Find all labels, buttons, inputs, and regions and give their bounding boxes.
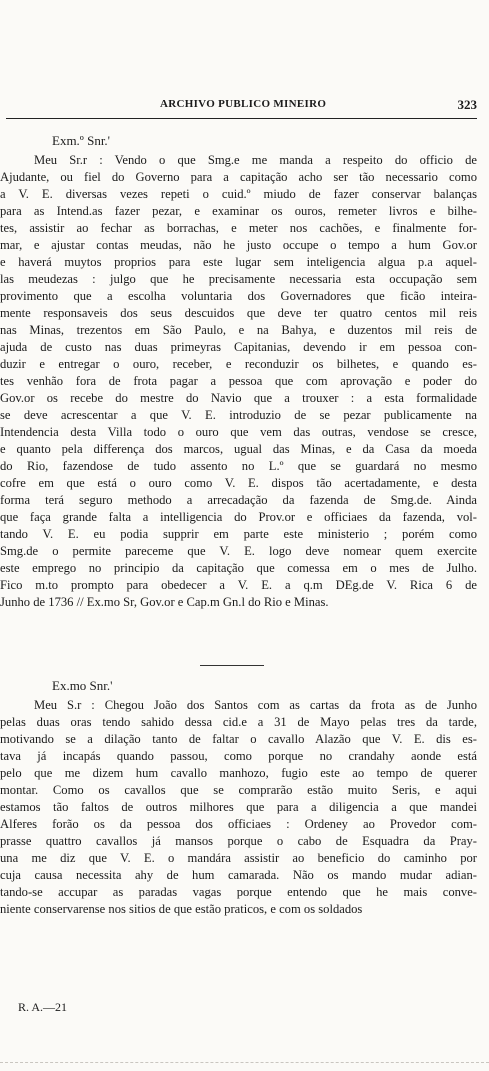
text-line: pelo que me dizem hum cavallo manhozo, fugio este ao tempo de querer — [0, 766, 477, 780]
text-line: duzir e entregar o ouro, receber, e reconduzir os bilhetes, e quando es- — [0, 357, 477, 371]
text-line: mar, e ajustar contas meudas, não he justo occupe o tempo a hum Gov.or — [0, 238, 477, 252]
text-line: tes, assistir ao fechar as borrachas, e meter nos cachões, e finalmente for- — [0, 221, 477, 235]
text-line: e quanto pela differença dos marcos, ugual das Minas, e da Casa da moeda — [0, 442, 477, 456]
signature-mark: R. A.—21 — [18, 1000, 68, 1014]
text-line: tando V. E. eu podia supprir em parte este ministerio ; porém como — [0, 527, 477, 541]
text-line: provimento que a escolha voluntaria dos Governadores que ficão inteira- — [0, 289, 477, 303]
text-line: tava já incapás quando passou, como porque no crandahy aonde está — [0, 749, 477, 763]
text-line: niente conservarense nos sitios de que estão praticos, e com os soldados — [0, 902, 363, 916]
page-number: 323 — [457, 97, 477, 112]
text-line: motivando se a dilação tanto de faltar o cavallo Alazão que V. E. dis es- — [0, 732, 477, 746]
text-line: que faça grande falta a intelligencia do Prov.or e officiaes da fazenda, vol- — [0, 510, 477, 524]
text-line: mente responsaveis dos seus descuidos que deve ter quatro centos mil reis — [0, 306, 477, 320]
text-line: Intendencia desta Villa todo o ouro que vem das outras, vendose se cresce, — [0, 425, 477, 439]
text-line: las meudezas : julgo que he precisamente necessaria esta occupação sem — [0, 272, 477, 286]
text-line: cofre em que está o ouro como V. E. dispos tão acertadamente, e desta — [0, 476, 477, 490]
text-line: nas Minas, trezentos em São Paulo, e na Bahya, e duzentos mil reis de — [0, 323, 477, 337]
text-line: do Rio, fazendose de tudo assento no L.º que se guardará no mesmo — [0, 459, 477, 473]
letter-separator — [200, 665, 264, 666]
text-line: e haverá muytos proprios para este lugar sem inteligencia algua p.a aquel- — [0, 255, 477, 269]
text-line: Meu Sr.r : Vendo o que Smg.e me manda a respeito do officio de — [34, 153, 477, 167]
text-line: ajuda de custo nas duas primeyras Capitanias, devendo ir em pessoa con- — [0, 340, 477, 354]
text-line: tando-se accupar as paradas vagas porque entendo que he mais conve- — [0, 885, 477, 899]
letter1-salutation: Exm.º Snr.' — [52, 133, 111, 148]
text-line: estamos tão faltos de outros milhores que para a diligencia a que mandei — [0, 800, 477, 814]
header-rule — [6, 118, 477, 119]
text-line: montar. Como os cavallos que se comprarão estão muito Seris, e aqui — [0, 783, 477, 797]
running-header — [0, 98, 489, 114]
text-line: este emprego no principio da capitação que comessa em o mes de Julho. — [0, 561, 477, 575]
text-line: Ajudante, ou fiel do Governo para a capitação acho ser tão necessario como — [0, 170, 477, 184]
text-line: una me diz que V. E. o mandára assistir ao beneficio do caminho por — [0, 851, 477, 865]
text-line: se deve acrescentar a que V. E. introduzio de se pezar publicamente na — [0, 408, 477, 422]
text-line: Gov.or os recebe do mestre do Navio que a trouxer : a esta formalidade — [0, 391, 477, 405]
text-line: para as Intend.as fazer pezar, e examinar os ouros, remeter livros e bilhe- — [0, 204, 477, 218]
text-line: Smg.de o permite pareceme que V. E. logo deve nomear quem exercite — [0, 544, 477, 558]
text-line: prasse quattro cavallos já mansos porque o cabo de Esquadra da Pray- — [0, 834, 477, 848]
text-line: forma terá seguro methodo a arrecadação da fazenda de Smg.de. Ainda — [0, 493, 477, 507]
text-line: tes venhão fora de frota pagar a pessoa que com aprovação e poder do — [0, 374, 477, 388]
text-line: Junho de 1736 // Ex.mo Sr, Gov.or e Cap.m Gn.l do Rio e Minas. — [0, 595, 329, 609]
header-title: ARCHIVO PUBLICO MINEIRO — [160, 98, 327, 110]
text-line: a V. E. diversas vezes repeti o cuid.º miudo de fazer conservar balanças — [0, 187, 477, 201]
text-line: Alferes forão os da pessoa dos officiaes : Ordeney ao Provedor com- — [0, 817, 477, 831]
letter2-salutation: Ex.mo Snr.' — [52, 678, 113, 693]
text-line: Fico m.to prompto para obedecer a V. E. a q.m DEg.de V. Rica 6 de — [0, 578, 477, 592]
text-line: pelas duas oras tendo sahido dessa cid.e a 31 de Mayo pelas tres da tarde, — [0, 715, 477, 729]
text-line: cuja causa necessita ahy de hum camarada. Não os mando mudar adian- — [0, 868, 477, 882]
footer-bleed-marks — [0, 1062, 489, 1067]
text-line: Meu S.r : Chegou João dos Santos com as cartas da frota as de Junho — [34, 698, 477, 712]
